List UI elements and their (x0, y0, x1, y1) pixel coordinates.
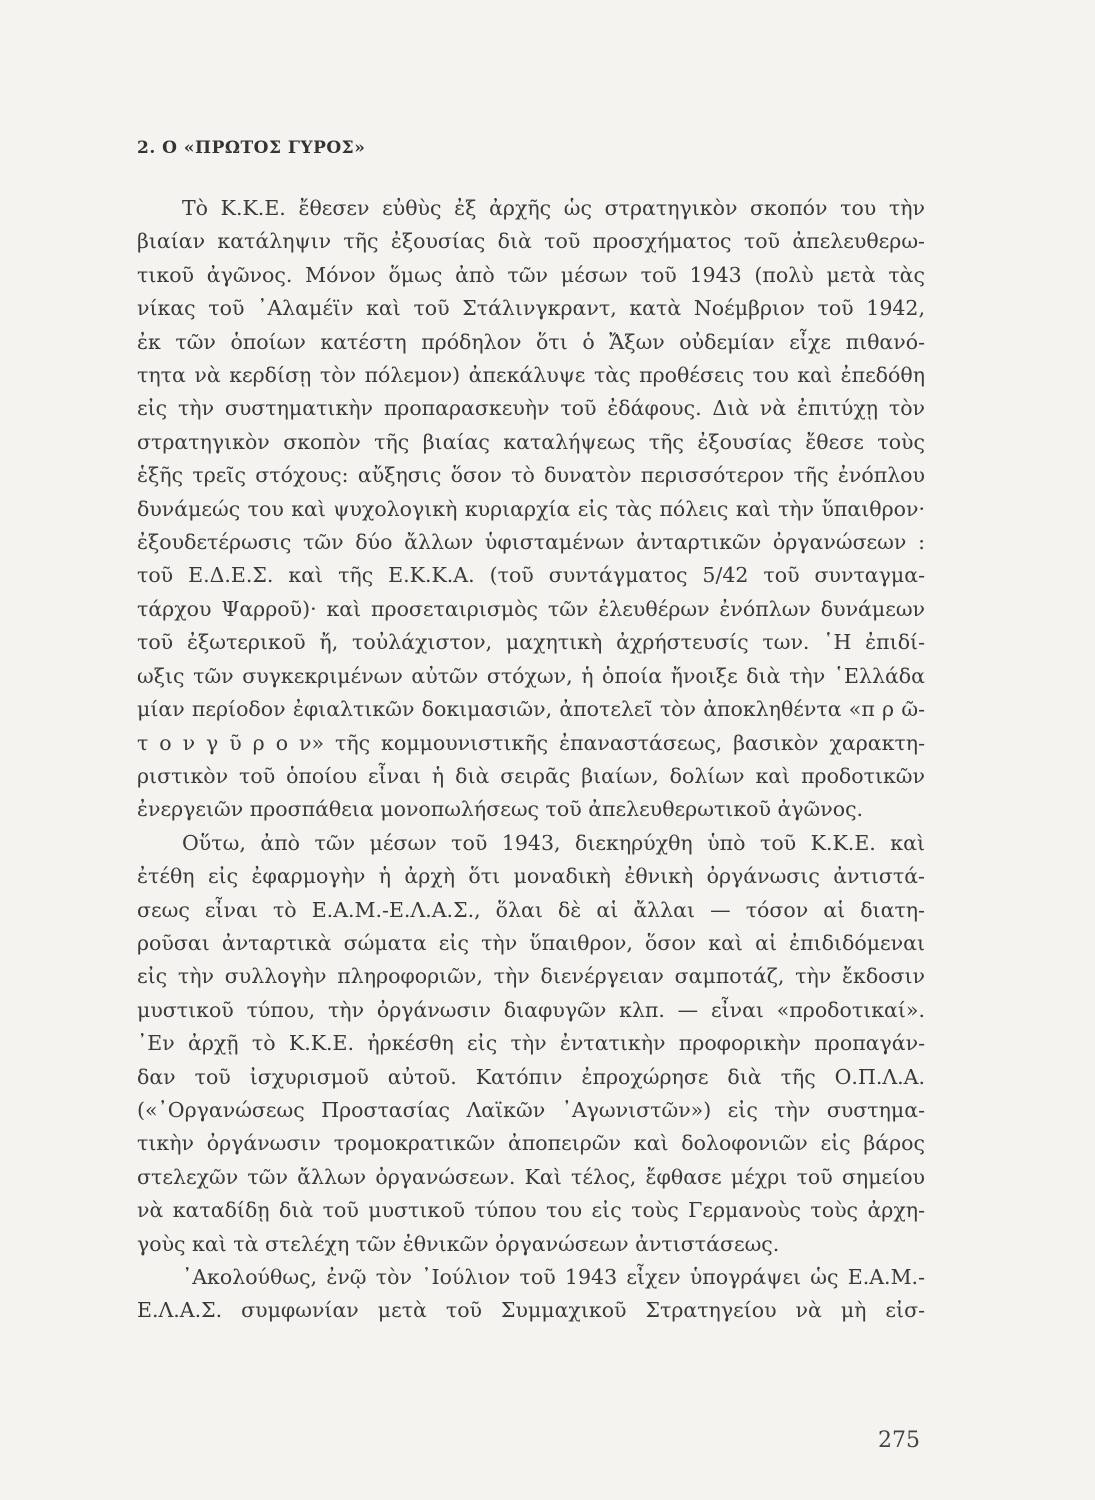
text-line: ἐτέθη εἰς ἐφαρμογὴν ἡ ἀρχὴ ὅτι μοναδικὴ ἐθνικὴ ὀργάνωσις ἀντιστά- (137, 864, 925, 889)
text-line: ροῦσαι ἀνταρτικὰ σώματα εἰς τὴν ὕπαιθρον, ὅσον καὶ αἱ ἐπιδιδόμεναι (137, 930, 925, 955)
text-line: εἰς τὴν συλλογὴν πληροφοριῶν, τὴν διενέργειαν σαμποτάζ, τὴν ἔκδοσιν (137, 964, 925, 989)
page-number: 275 (878, 1428, 920, 1453)
text-line: τοῦ ἐξωτερικοῦ ἤ, τοὐλάχιστον, μαχητικὴ ἀχρήστευσίς των. ῾Η ἐπιδί- (137, 630, 925, 655)
text-line: μυστικοῦ τύπου, τὴν ὀργάνωσιν διαφυγῶν κλπ. — εἶναι «προδοτικαί». (137, 997, 925, 1022)
paragraph (137, 192, 925, 827)
text-line: στελεχῶν τῶν ἄλλων ὀργανώσεων. Καὶ τέλος, ἔφθασε μέχρι τοῦ σημείου (137, 1164, 925, 1189)
text-line: ἐκ τῶν ὁποίων κατέστη πρόδηλον ὅτι ὁ Ἄξων οὐδεμίαν εἶχε πιθανό- (137, 329, 925, 354)
text-line: ριστικὸν τοῦ ὁποίου εἶναι ἡ διὰ σειρᾶς βιαίων, δολίων καὶ προδοτικῶν (137, 763, 925, 788)
text-line: Οὕτω, ἀπὸ τῶν μέσων τοῦ 1943, διεκηρύχθη ὑπὸ τοῦ Κ.Κ.Ε. καὶ (182, 830, 925, 855)
text-line: τάρχου Ψαρροῦ)· καὶ προσεταιρισμὸς τῶν ἐλευθέρων ἐνόπλων δυνάμεων (137, 596, 925, 621)
text-line: στρατηγικὸν σκοπὸν τῆς βιαίας καταλήψεως τῆς ἐξουσίας ἔθεσε τοὺς (137, 429, 925, 454)
text-line: Ε.Λ.Α.Σ. συμφωνίαν μετὰ τοῦ Συμμαχικοῦ Στρατηγείου νὰ μὴ εἰσ- (137, 1298, 925, 1323)
paragraph (137, 1261, 925, 1328)
text-line: δαν τοῦ ἰσχυρισμοῦ αὐτοῦ. Κατόπιν ἐπροχώρησε διὰ τῆς Ο.Π.Λ.Α. (137, 1064, 925, 1089)
text-line: τικὴν ὀργάνωσιν τρομοκρατικῶν ἀποπειρῶν καὶ δολοφονιῶν εἰς βάρος (137, 1131, 925, 1156)
text-line: γοὺς καὶ τὰ στελέχη τῶν ἐθνικῶν ὀργανώσεων ἀντιστάσεως. (137, 1231, 780, 1256)
text-line: («᾿Οργανώσεως Προστασίας Λαϊκῶν ᾿Αγωνιστῶν») εἰς τὴν συστημα- (137, 1097, 925, 1122)
text-line: τικοῦ ἀγῶνος. Μόνον ὅμως ἀπὸ τῶν μέσων τοῦ 1943 (πολὺ μετὰ τὰς (137, 262, 925, 287)
text-line: βιαίαν κατάληψιν τῆς ἐξουσίας διὰ τοῦ προσχήματος τοῦ ἀπελευθερω- (137, 229, 925, 254)
text-line: ἐξουδετέρωσις τῶν δύο ἄλλων ὑφισταμένων ἀνταρτικῶν ὀργανώσεων : (137, 530, 925, 555)
text-line: νὰ καταδίδῃ διὰ τοῦ μυστικοῦ τύπου του εἰς τοὺς Γερμανοὺς τοὺς ἀρχη- (137, 1198, 925, 1223)
text-line: Τὸ Κ.Κ.Ε. ἔθεσεν εὐθὺς ἐξ ἀρχῆς ὡς στρατηγικὸν σκοπόν του τὴν (182, 196, 925, 220)
page-content (137, 138, 925, 1328)
text-line: σεως εἶναι τὸ Ε.Α.Μ.-Ε.Λ.Α.Σ., ὅλαι δὲ αἱ ἄλλαι — τόσον αἱ διατη- (137, 897, 925, 922)
text-line: εἰς τὴν συστηματικὴν προπαρασκευὴν τοῦ ἐδάφους. Διὰ νὰ ἐπιτύχῃ τὸν (137, 396, 925, 421)
text-line: τ ο ν γ ῦ ρ ο ν» τῆς κομμουνιστικῆς ἐπαναστάσεως, βασικὸν χαρακτη- (137, 730, 925, 755)
text-line: ἐνεργειῶν προσπάθεια μονοπωλήσεως τοῦ ἀπελευθερωτικοῦ ἀγῶνος. (137, 797, 864, 822)
text-line: τητα νὰ κερδίσῃ τὸν πόλεμον) ἀπεκάλυψε τὰς προθέσεις του καὶ ἐπεδόθη (137, 363, 925, 388)
text-line: ᾿Εν ἀρχῇ τὸ Κ.Κ.Ε. ἠρκέσθη εἰς τὴν ἐντατικὴν προφορικὴν προπαγάν- (137, 1031, 925, 1056)
text-line: νίκας τοῦ ᾿Αλαμέϊν καὶ τοῦ Στάλινγκραντ, κατὰ Νοέμβριον τοῦ 1942, (137, 296, 925, 321)
text-line: δυνάμεώς του καὶ ψυχολογικὴ κυριαρχία εἰς τὰς πόλεις καὶ τὴν ὕπαιθρον· (137, 496, 925, 521)
text-line: ἑξῆς τρεῖς στόχους: αὔξησις ὅσον τὸ δυνατὸν περισσότερον τῆς ἐνόπλου (137, 463, 925, 488)
text-line: τοῦ Ε.Δ.Ε.Σ. καὶ τῆς Ε.Κ.Κ.Α. (τοῦ συντάγματος 5/42 τοῦ συνταγμα- (137, 563, 925, 588)
paragraph (137, 827, 925, 1261)
section-heading: 2. Ο «ΠΡΩΤΟΣ ΓΥΡΟΣ» (137, 138, 366, 158)
text-line: μίαν περίοδον ἐφιαλτικῶν δοκιμασιῶν, ἀποτελεῖ τὸν ἀποκληθέντα «π ρ ῶ- (137, 697, 925, 722)
text-line: ᾿Ακολούθως, ἐνῷ τὸν ᾿Ιούλιον τοῦ 1943 εἶχεν ὑπογράψει ὡς Ε.Α.Μ.- (182, 1265, 925, 1289)
text-line: ωξις τῶν συγκεκριμένων αὐτῶν στόχων, ἡ ὁποία ἤνοιξε διὰ τὴν ῾Ελλάδα (137, 663, 925, 688)
body-text (137, 192, 925, 1328)
